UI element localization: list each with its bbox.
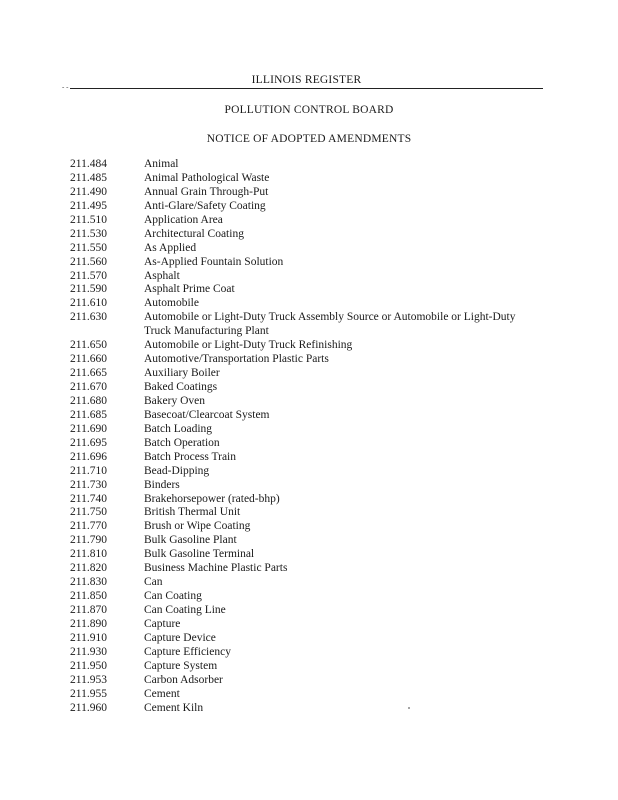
- section-row: [70, 493, 550, 507]
- section-row: [70, 534, 550, 548]
- section-term: Batch Process Train: [144, 450, 236, 463]
- section-number: 211.550: [70, 241, 107, 254]
- section-number: 211.680: [70, 394, 107, 407]
- section-number: 211.960: [70, 701, 107, 714]
- section-number: 211.770: [70, 520, 107, 533]
- section-row: [70, 256, 550, 270]
- section-term: Binders: [144, 478, 180, 491]
- board-title: POLLUTION CONTROL BOARD: [224, 104, 394, 116]
- section-row: [70, 367, 550, 381]
- section-term: Batch Operation: [144, 436, 220, 449]
- section-term: As-Applied Fountain Solution: [144, 255, 284, 268]
- section-number: 211.660: [70, 353, 107, 366]
- section-row: [70, 632, 550, 646]
- section-number: 211.695: [70, 436, 107, 449]
- section-number: 211.690: [70, 422, 107, 435]
- section-term: Capture Device: [144, 631, 216, 644]
- section-number: 211.570: [70, 269, 107, 282]
- section-term: Can Coating Line: [144, 604, 226, 616]
- section-row: [70, 186, 550, 200]
- section-number: 211.730: [70, 478, 107, 491]
- section-number: 211.870: [70, 604, 107, 616]
- stray-mark: - -: [62, 83, 69, 91]
- section-term: Asphalt: [144, 269, 180, 282]
- section-term: Annual Grain Through-Put: [144, 185, 269, 198]
- section-number: 211.930: [70, 645, 107, 658]
- section-term: Cement: [144, 687, 180, 700]
- section-number: 211.484: [70, 158, 107, 170]
- section-number: 211.630: [70, 311, 107, 324]
- section-term: Bead-Dipping: [144, 464, 210, 477]
- section-row: [70, 270, 550, 284]
- section-number: 211.910: [70, 631, 107, 644]
- section-number: 211.740: [70, 492, 107, 505]
- header-rule: [70, 88, 543, 89]
- section-row: [70, 158, 550, 172]
- section-number: 211.955: [70, 687, 107, 700]
- section-number: 211.665: [70, 367, 107, 380]
- section-number: 211.696: [70, 450, 107, 463]
- section-row: [70, 228, 550, 242]
- section-row: [70, 688, 550, 702]
- section-row: [70, 702, 550, 716]
- section-term: Can Coating: [144, 590, 202, 603]
- section-row: [70, 548, 550, 562]
- section-number: 211.560: [70, 255, 107, 268]
- section-row: [70, 465, 550, 479]
- section-term: Architectural Coating: [144, 227, 244, 240]
- section-number: 211.670: [70, 381, 107, 393]
- section-term: Anti-Glare/Safety Coating: [144, 199, 266, 212]
- section-term: Baked Coatings: [144, 381, 218, 393]
- section-number: 211.685: [70, 408, 107, 421]
- section-term: Automobile or Light-Duty Truck Assembly Source or Automobile or Light-Duty: [144, 311, 516, 324]
- notice-title: NOTICE OF ADOPTED AMENDMENTS: [206, 133, 412, 145]
- section-number: 211.490: [70, 185, 107, 198]
- section-row: [70, 423, 550, 437]
- section-term: Automobile: [144, 297, 199, 310]
- section-term: British Thermal Unit: [144, 506, 241, 519]
- section-row: [70, 576, 550, 590]
- section-term: Batch Loading: [144, 422, 213, 435]
- section-row: [70, 520, 550, 534]
- section-term: Carbon Adsorber: [144, 673, 223, 686]
- section-number: 211.710: [70, 464, 107, 477]
- section-row: [70, 242, 550, 256]
- section-number: 211.510: [70, 213, 107, 226]
- section-term: Brush or Wipe Coating: [144, 520, 251, 533]
- section-row: [70, 660, 550, 674]
- section-list: [70, 158, 550, 716]
- section-number: 211.610: [70, 297, 107, 310]
- section-term: Brakehorsepower (rated-bhp): [144, 492, 280, 505]
- section-row: [70, 353, 550, 367]
- section-term: Capture System: [144, 659, 218, 672]
- section-row: [70, 506, 550, 520]
- section-term: Can: [144, 576, 163, 589]
- section-number: 211.890: [70, 617, 107, 630]
- section-term: Bulk Gasoline Plant: [144, 534, 237, 547]
- section-term: Business Machine Plastic Parts: [144, 562, 288, 575]
- section-row: [70, 618, 550, 632]
- section-term: Bulk Gasoline Terminal: [144, 548, 255, 561]
- section-term: Cement Kiln: [144, 701, 204, 714]
- section-row: [70, 674, 550, 688]
- section-term: Automotive/Transportation Plastic Parts: [144, 353, 329, 366]
- section-row: [70, 172, 550, 186]
- section-row: [70, 283, 550, 297]
- section-number: 211.953: [70, 673, 107, 686]
- section-row: [70, 200, 550, 214]
- register-title: ILLINOIS REGISTER: [251, 74, 362, 86]
- section-row: [70, 604, 550, 618]
- section-term: Animal Pathological Waste: [144, 171, 270, 184]
- section-number: 211.950: [70, 659, 107, 672]
- section-term: Bakery Oven: [144, 394, 205, 407]
- section-row: [70, 409, 550, 423]
- section-term: Capture Efficiency: [144, 645, 231, 658]
- section-row: [70, 311, 550, 325]
- scan-speck: [408, 707, 410, 709]
- section-term: Asphalt Prime Coat: [144, 283, 235, 296]
- section-term: Truck Manufacturing Plant: [144, 325, 269, 338]
- section-number: 211.820: [70, 562, 107, 575]
- section-term: Capture: [144, 617, 181, 630]
- section-term: Automobile or Light-Duty Truck Refinishing: [144, 339, 353, 352]
- section-row: [70, 339, 550, 353]
- section-number: 211.530: [70, 227, 107, 240]
- section-number: [70, 325, 144, 339]
- section-row: [70, 562, 550, 576]
- section-number: 211.850: [70, 590, 107, 603]
- section-row: [70, 590, 550, 604]
- section-number: 211.790: [70, 534, 107, 547]
- section-row: [70, 451, 550, 465]
- section-row: [70, 646, 550, 660]
- section-number: 211.590: [70, 283, 107, 296]
- section-term: Basecoat/Clearcoat System: [144, 408, 270, 421]
- section-term: Application Area: [144, 213, 223, 226]
- section-term: As Applied: [144, 241, 197, 254]
- section-number: 211.830: [70, 576, 107, 589]
- section-term: Animal: [144, 158, 179, 170]
- section-row: [70, 214, 550, 228]
- section-number: 211.750: [70, 506, 107, 519]
- section-number: 211.485: [70, 171, 107, 184]
- section-row: [70, 325, 550, 339]
- section-row: [70, 437, 550, 451]
- section-number: 211.650: [70, 339, 107, 352]
- section-row: [70, 395, 550, 409]
- section-row: [70, 381, 550, 395]
- section-term: Auxiliary Boiler: [144, 367, 220, 380]
- section-row: [70, 479, 550, 493]
- section-row: [70, 297, 550, 311]
- section-number: 211.810: [70, 548, 107, 561]
- section-number: 211.495: [70, 199, 107, 212]
